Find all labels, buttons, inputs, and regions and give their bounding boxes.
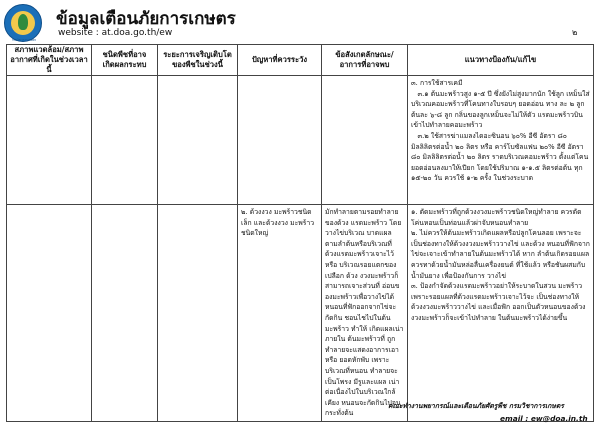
- cell-stage: [158, 76, 238, 205]
- page-title: ข้อมูลเตือนภัยการเกษตร: [56, 9, 236, 29]
- column-header-prevention: แนวทางป้องกัน/แก้ไข: [408, 45, 594, 76]
- leaf-icon: [18, 14, 28, 30]
- cell-stage: [158, 205, 238, 422]
- cell-environment: [7, 205, 92, 422]
- table-row: [7, 76, 594, 205]
- page-header: [0, 0, 600, 44]
- doa-logo: [4, 4, 42, 42]
- cell-crop: [92, 205, 158, 422]
- cell-environment: [7, 76, 92, 205]
- logo-caption: กรมวิชาการเกษตร: [11, 38, 37, 42]
- page-number: ๒: [572, 28, 578, 37]
- cell-problem: ๒. ด้วงงวง มะพร้าวชนิดเล็ก และด้วงงวง มะพร้าวชนิดใหญ่: [238, 205, 322, 422]
- website-link[interactable]: website : at.doa.go.th/ew: [58, 28, 173, 38]
- column-header-crop: ชนิดพืชที่อาจ เกิดผลกระทบ: [92, 45, 158, 76]
- cell-prevention: ๑. ตัดมะพร้าวที่ถูกด้วงงวงมะพร้าวชนิดใหญ่ทำลาย ควรตัดโค่นหอนเป็นท่อนแล้วผ่าจับหนอนทำลาย ๒. ไม่ควรให้ต้นมะพร้าวเกิดแผลหรือปลูกโคนลอย เพราะจะเป็นช่องทางให้ด้วงงวงมะพร้าววางไข่ และด้วง หนอนที่ฟักจากไข่จะเจาะเข้าทำลายในต้นมะพร้าวได้ หาก ลำต้นเกิดรอยแผล ควรทาด้วยน้ำมันหล่อลื่นเครื่องยนต์ ที่ใช้แล้ว หรือชันผสมกับน้ำมันยาง เพื่อป้องกันการ วางไข่ ๓. ป้องกำจัดด้วงแรดมะพร้าวอย่าให้ระบาดในสวน มะพร้าว เพราะรอยแผลที่ด้วงแรดมะพร้าวเจาะไว้จะ เป็นช่องทางให้ด้วงงวงมะพร้าววางไข่ และเมื่อฟัก ออกเป็นตัวหนอนของด้วงงวงมะพร้าวก็จะเข้าไปทำลาย ในต้นมะพร้าวได้ง่ายขึ้น: [408, 205, 594, 422]
- table-row: [7, 205, 594, 422]
- table-header-row: [7, 45, 594, 76]
- column-header-symptoms: ข้อสังเกตลักษณะ/ อาการที่อาจพบ: [322, 45, 408, 76]
- column-header-problem: ปัญหาที่ควรระวัง: [238, 45, 322, 76]
- cell-symptoms: [322, 76, 408, 205]
- cell-prevention: ๓. การใช้สารเคมี ๓.๑ ต้นมะพร้าวสูง ๑-๕ ปี ซึ่งยังไม่สูงมากนัก ใช้ลูก เหม็นใส่บริเวณคอมะพร้าวที่โคนทางใบรอบๆ ยอดอ่อน ทาง ละ ๒ ลูก ต้นละ ๖-๘ ลูก กลิ่นของลูกเหม็นจะไม่ให้ตัว แรดมะพร้าวบินเข้าไปทำลายคอมะพร้าว ๓.๒ ใช้สารฆ่าแมลงไดอะซินอน ๖๐% อีซี อัตรา ๘๐ มิลลิลิตรต่อน้ำ ๒๐ ลิตร หรือ คาร์โบซัลแฟน ๒๐% อีซี อัตรา ๘๐ มิลลิลิตรต่อน้ำ ๒๐ ลิตร ราดบริเวณคอมะพร้าว ตั้งแต่โคนยอดอ่อนลงมาให้เปียก โดยใช้ปริมาณ ๑-๑.๕ ลิตรต่อต้น ทุก ๑๕-๒๐ วัน ควรใช้ ๑-๒ ครั้ง ในช่วงระบาด: [408, 76, 594, 205]
- column-header-environment: สภาพแวดล้อม/สภาพ อากาศที่เกิดในช่วงเวลานี้: [7, 45, 92, 76]
- cell-problem: [238, 76, 322, 205]
- footer-email[interactable]: email : ew@doa.in.th: [500, 414, 588, 423]
- warning-table: [6, 44, 594, 422]
- column-header-stage: ระยะการเจริญเติบโต ของพืชในช่วงนี้: [158, 45, 238, 76]
- footer-organization: คณะทำงานพยากรณ์และเตือนภัยศัตรูพืช กรมวิชาการเกษตร: [388, 402, 564, 410]
- cell-symptoms: มักทำลายตามรอยทำลายของด้วง แรดมะพร้าว โดยวางไข่บริเวณ บาดแผลตามลำต้นหรือบริเวณที่ ด้วงแรดมะพร้าวเจาะไว้ หรือ บริเวณรอยแตกของเปลือก ด้วง งวงมะพร้าวก็สามารถเจาะส่วนที่ อ่อนของมะพร้าวเพื่อวางไข่ได้ หนอนที่ฟักออกจากไข่จะกัดกิน ชอนไชไปในต้นมะพร้าว ทำให้ เกิดแผลเน่าภายใน ต้นมะพร้าวที่ ถูกทำลายจะแสดงอาการเอาหรือ ยอดหักพับ เพราะบริเวณที่หนอน ทำลายจะเป็นโพรง มีรูและแผล เน่าต่อเนื่องไปในบริเวณใกล้เคียง หนอนจะกัดกินไปจนกระทั่งต้น: [322, 205, 408, 422]
- cell-crop: [92, 76, 158, 205]
